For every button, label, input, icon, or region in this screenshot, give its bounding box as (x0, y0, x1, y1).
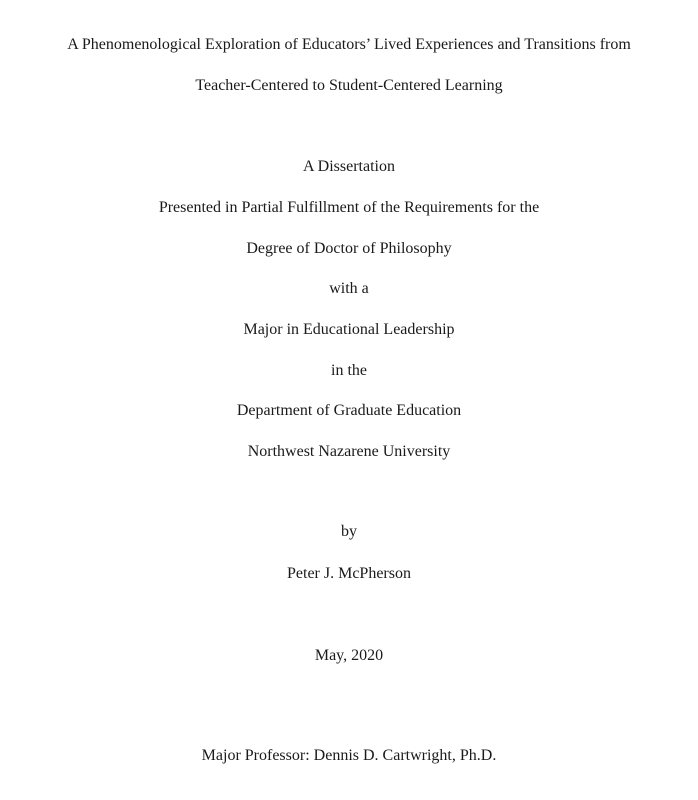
presented-statement: Presented in Partial Fulfillment of the Requirements for the (158, 199, 540, 216)
title-line-1: A Phenomenological Exploration of Educators’ Lived Experiences and Transitions from (67, 36, 631, 53)
department-name: Department of Graduate Education (236, 402, 462, 419)
document-type: A Dissertation (303, 158, 395, 175)
author-name: Peter J. McPherson (287, 565, 411, 582)
major-professor: Major Professor: Dennis D. Cartwright, Ph.D. (201, 747, 497, 764)
title-line-2: Teacher-Centered to Student-Centered Learning (195, 77, 503, 94)
submission-date: May, 2020 (314, 647, 384, 664)
university-name: Northwest Nazarene University (247, 443, 451, 460)
with-a-text: with a (329, 280, 369, 297)
major-name: Major in Educational Leadership (243, 321, 455, 338)
in-the-text: in the (331, 362, 367, 379)
degree-name: Degree of Doctor of Philosophy (246, 240, 452, 257)
by-text: by (341, 523, 357, 540)
